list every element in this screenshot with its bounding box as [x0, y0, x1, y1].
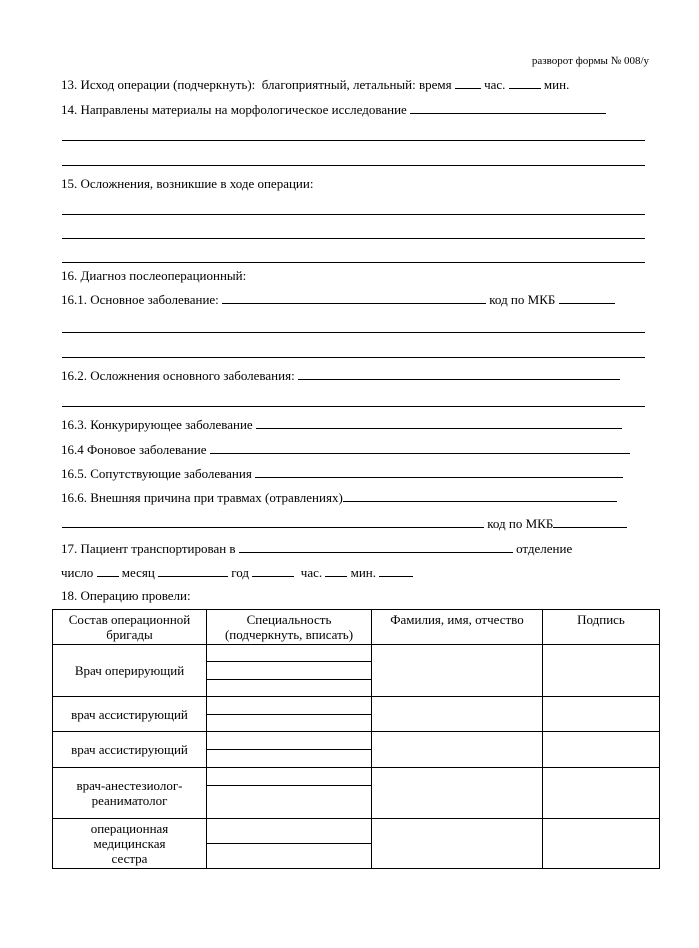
- specialty-subline[interactable]: [207, 697, 371, 715]
- role-cell: врач ассистирующий: [53, 732, 207, 768]
- header-specialty: Специальность (подчеркнуть, вписать): [207, 610, 372, 645]
- item-16-6-code-row: [62, 516, 645, 531]
- table-row: [53, 768, 660, 819]
- transport-hours-field[interactable]: [325, 565, 347, 577]
- header-full-name: Фамилия, имя, отчество: [372, 610, 543, 645]
- specialty-subline[interactable]: [207, 645, 371, 662]
- specialty-cell[interactable]: [207, 645, 372, 697]
- item-18-label: 18. Операцию провели:: [61, 588, 191, 603]
- morphology-line-2[interactable]: [62, 165, 645, 166]
- main-disease-field[interactable]: [222, 292, 486, 304]
- table-row: [53, 732, 660, 768]
- signature-cell[interactable]: [543, 645, 660, 697]
- header-team: Состав операционной бригады: [53, 610, 207, 645]
- item-16-label: 16. Диагноз послеоперационный:: [61, 268, 247, 283]
- minutes-field[interactable]: [509, 77, 541, 89]
- main-complications-line[interactable]: [62, 406, 645, 407]
- department-field[interactable]: [239, 541, 513, 553]
- item-16-3-label: 16.3. Конкурирующее заболевание: [61, 417, 253, 432]
- outcome-favorable[interactable]: благоприятный,: [261, 77, 350, 92]
- item-16-1: [61, 292, 645, 307]
- background-disease-field[interactable]: [210, 442, 630, 454]
- role-cell: врач-анестезиолог-реаниматолог: [53, 768, 207, 819]
- item-13-label: 13. Исход операции (подчеркнуть):: [61, 77, 256, 92]
- morphology-line-1[interactable]: [62, 140, 645, 141]
- role-cell: врач ассистирующий: [53, 697, 207, 732]
- full-name-cell[interactable]: [372, 697, 543, 732]
- time-label: время: [418, 77, 452, 92]
- month-label: месяц: [121, 565, 155, 580]
- specialty-subline[interactable]: [207, 715, 371, 731]
- item-16-6: [61, 490, 645, 505]
- main-disease-line-2[interactable]: [62, 357, 645, 358]
- year-label: год: [231, 565, 250, 580]
- specialty-subline[interactable]: [207, 768, 371, 786]
- morphology-field[interactable]: [410, 102, 606, 114]
- item-17-label: 17. Пациент транспортирован в: [61, 541, 236, 556]
- table-header-row: [53, 610, 660, 645]
- role-cell: Врач оперирующий: [53, 645, 207, 697]
- hours-field[interactable]: [455, 77, 481, 89]
- complications-line-2[interactable]: [62, 238, 645, 239]
- minutes-label: мин.: [543, 77, 570, 92]
- specialty-subline[interactable]: [207, 662, 371, 680]
- table-row: [53, 819, 660, 869]
- item-16-5: [61, 466, 645, 481]
- icd-field-2[interactable]: [553, 516, 627, 528]
- item-14-morphology: [61, 102, 645, 117]
- icd-label-2: код по МКБ: [487, 516, 554, 531]
- item-16-2-label: 16.2. Осложнения основного заболевания:: [61, 368, 295, 383]
- icd-label-1: код по МКБ: [489, 292, 556, 307]
- header-signature: Подпись: [543, 610, 660, 645]
- item-16-1-label: 16.1. Основное заболевание:: [61, 292, 219, 307]
- form-reference: разворот формы № 008/у: [531, 55, 649, 67]
- item-17-datetime: [61, 565, 645, 580]
- specialty-subline[interactable]: [207, 680, 371, 696]
- transport-minutes-label: мин.: [350, 565, 377, 580]
- signature-cell[interactable]: [543, 819, 660, 869]
- month-field[interactable]: [158, 565, 228, 577]
- specialty-subline[interactable]: [207, 786, 371, 818]
- icd-field-1[interactable]: [559, 292, 615, 304]
- item-13-outcome: [61, 77, 645, 92]
- surgical-team-table: [52, 609, 660, 869]
- signature-cell[interactable]: [543, 732, 660, 768]
- item-17-transport: [61, 541, 645, 556]
- signature-cell[interactable]: [543, 768, 660, 819]
- full-name-cell[interactable]: [372, 732, 543, 768]
- transport-minutes-field[interactable]: [379, 565, 413, 577]
- specialty-cell[interactable]: [207, 697, 372, 732]
- complications-line-1[interactable]: [62, 214, 645, 215]
- specialty-subline[interactable]: [207, 732, 371, 750]
- item-16-6-label: 16.6. Внешняя причина при травмах (отравлениях): [61, 490, 343, 505]
- specialty-subline[interactable]: [207, 819, 371, 844]
- table-row: [53, 645, 660, 697]
- item-16-2: [61, 368, 649, 383]
- department-label: отделение: [516, 541, 573, 556]
- day-label: число: [61, 565, 94, 580]
- main-complications-field[interactable]: [298, 368, 620, 380]
- specialty-cell[interactable]: [207, 732, 372, 768]
- item-15-label: 15. Осложнения, возникшие в ходе операции:: [61, 176, 314, 191]
- specialty-subline[interactable]: [207, 844, 371, 868]
- specialty-subline[interactable]: [207, 750, 371, 767]
- day-field[interactable]: [97, 565, 119, 577]
- item-16-4: [61, 442, 645, 457]
- item-16-3: [61, 417, 645, 432]
- role-cell: операционная медицинская сестра: [53, 819, 207, 869]
- year-field[interactable]: [252, 565, 294, 577]
- concomitant-diseases-field[interactable]: [255, 466, 623, 478]
- specialty-cell[interactable]: [207, 819, 372, 869]
- complications-line-3[interactable]: [62, 262, 645, 263]
- transport-hours-label: час.: [300, 565, 323, 580]
- main-disease-line-1[interactable]: [62, 332, 645, 333]
- outcome-lethal[interactable]: летальный:: [353, 77, 416, 92]
- item-14-label: 14. Направлены материалы на морфологическое исследование: [61, 102, 407, 117]
- table-row: [53, 697, 660, 732]
- signature-cell[interactable]: [543, 697, 660, 732]
- competing-disease-field[interactable]: [256, 417, 622, 429]
- external-cause-field[interactable]: [343, 490, 617, 502]
- full-name-cell[interactable]: [372, 645, 543, 697]
- item-16-5-label: 16.5. Сопутствующие заболевания: [61, 466, 252, 481]
- item-16-4-label: 16.4 Фоновое заболевание: [61, 442, 207, 457]
- specialty-cell[interactable]: [207, 768, 372, 819]
- hours-label: час.: [484, 77, 506, 92]
- full-name-cell[interactable]: [372, 768, 543, 819]
- full-name-cell[interactable]: [372, 819, 543, 869]
- external-cause-line[interactable]: [62, 516, 484, 528]
